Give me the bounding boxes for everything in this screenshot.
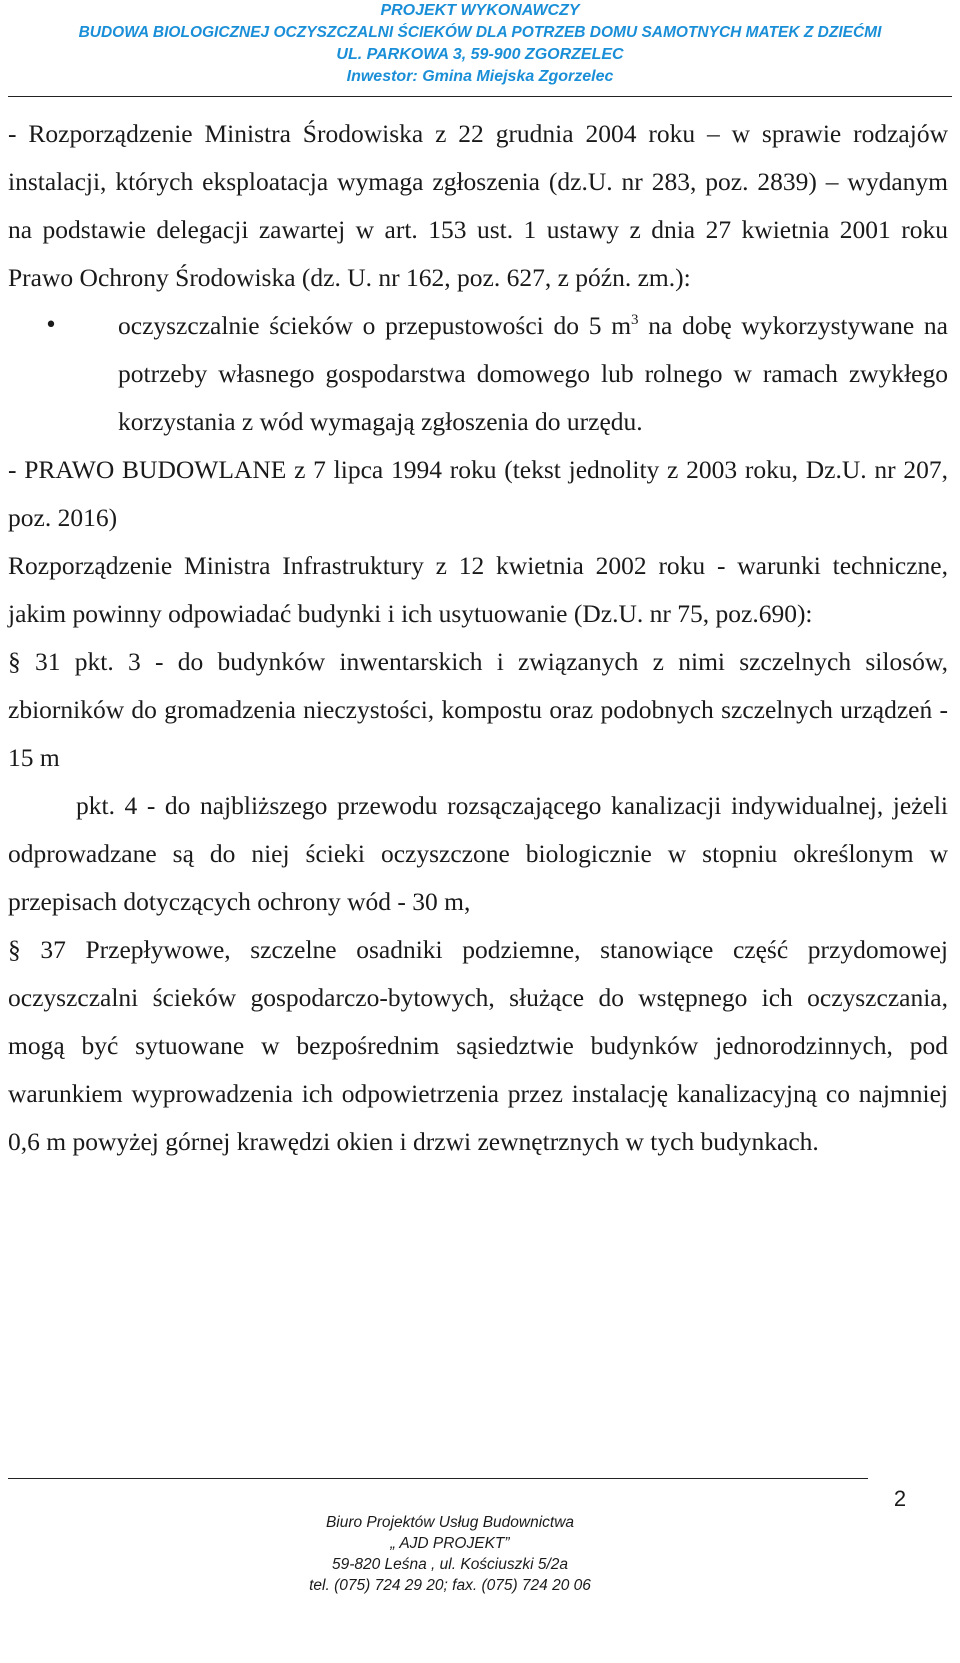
footer-contact: tel. (075) 724 29 20; fax. (075) 724 20 06 [309,1577,591,1594]
document-body [8,110,948,1166]
header-investor: Inwestor: Gmina Miejska Zgorzelec [346,68,614,85]
regulation-paragraph-environment: - Rozporządzenie Ministra Środowiska z 22 grudnia 2004 roku – w sprawie rodzajów instalacji, których eksploatacja wymaga zgłoszenia (dz.U. nr 283, poz. 2839) – wydanym na podstawie delegacji zawartej w art. 153 ust. 1 ustawy z dnia 27 kwietnia 2001 roku Prawo Ochrony Środowiska (dz. U. nr 162, poz. 627, z późn. zm.): [8,119,948,292]
building-law-paragraph: - PRAWO BUDOWLANE z 7 lipca 1994 roku (tekst jednolity z 2003 roku, Dz.U. nr 207, poz. 2016) [8,455,948,532]
superscript-cubic: 3 [631,312,639,328]
section-37-paragraph: § 37 Przepływowe, szczelne osadniki podziemne, stanowiące część przydomowej oczyszczalni ścieków gospodarczo-bytowych, służące do wstępnego ich oczyszczania, mogą być sytuowane w bezpośrednim sąsiedztwie budynków jednorodzinnych, pod warunkiem wyprowadzenia ich odpowietrzenia przez instalację kanalizacyjną co najmniej 0,6 m powyżej górnej krawędzi okien i drzwi zewnętrznych w tych budynkach. [8,935,948,1156]
header-divider [8,96,952,97]
bullet-item-treatment-plants [8,302,948,446]
section-31-paragraph: § 31 pkt. 3 - do budynków inwentarskich i związanych z nimi szczelnych silosów, zbiorników do gromadzenia nieczystości, kompostu oraz podobnych szczelnych urządzeń - 15 m [8,647,948,772]
bullet-icon: • [44,313,58,338]
point-4-text: pkt. 4 - do najbliższego przewodu rozsączającego kanalizacji indywidualnej, jeżeli odprowadzane są do niej ścieki oczyszczone biologicznie w stopniu określonym w przepisach dotyczących ochrony wód - 30 m, [8,791,948,916]
page-header [0,0,960,88]
point-4-paragraph [8,782,948,926]
header-project-title: BUDOWA BIOLOGICZNEJ OCZYSZCZALNI ŚCIEKÓW DLA POTRZEB DOMU SAMOTNYCH MATEK Z DZIEĆMI [78,24,882,41]
footer-company: Biuro Projektów Usług Budownictwa [325,1514,575,1531]
page-footer [0,1512,900,1596]
page-number: 2 [893,1486,907,1511]
bullet-text-start: oczyszczalnie ścieków o przepustowości do 5 m [118,311,632,340]
bullet-text-end: na dobę wykorzystywane na potrzeby własnego gospodarstwa domowego lub rolnego w ramach zwykłego korzystania z wód wymagają zgłoszenia do urzędu. [118,311,948,436]
footer-divider [8,1478,868,1479]
footer-company-name: „ AJD PROJEKT” [390,1535,510,1552]
header-project-type: PROJEKT WYKONAWCZY [380,2,580,19]
footer-address: 59-820 Leśna , ul. Kościuszki 5/2a [331,1556,569,1573]
infrastructure-regulation-paragraph: Rozporządzenie Ministra Infrastruktury z 12 kwietnia 2002 roku - warunki techniczne, jakim powinny odpowiadać budynki i ich usytuowanie (Dz.U. nr 75, poz.690): [8,551,948,628]
header-address: UL. PARKOWA 3, 59-900 ZGORZELEC [336,46,624,63]
